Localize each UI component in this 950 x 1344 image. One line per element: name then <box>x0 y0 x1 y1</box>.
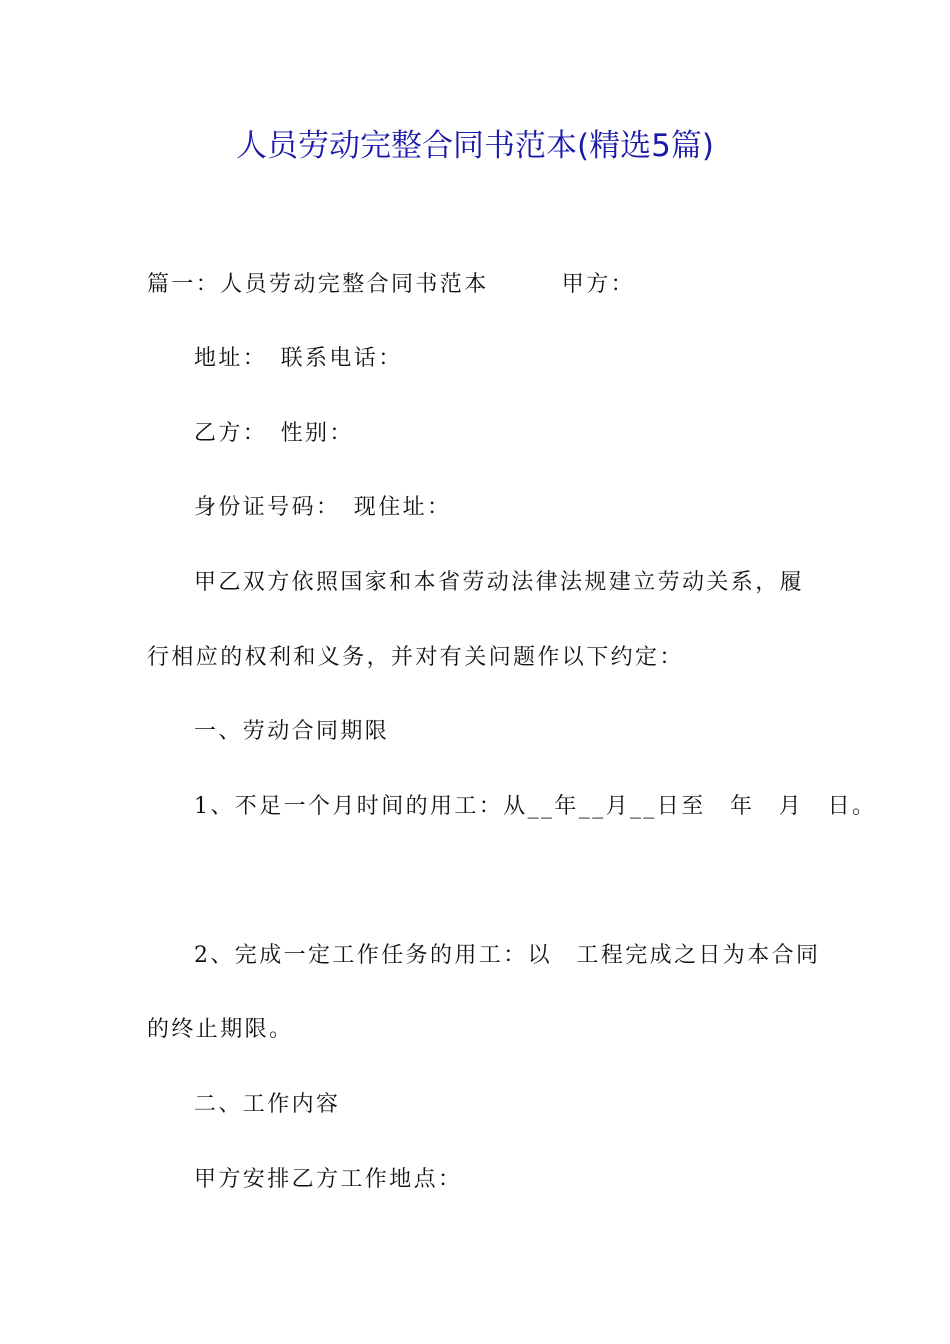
clause-item: 1、不足一个月时间的用工：从__年__月__日至 年 月 日。 <box>194 794 877 819</box>
id-address-line: 身份证号码： 现住址： <box>194 495 452 520</box>
clause-heading: 一、劳动合同期限 <box>194 719 390 744</box>
address-phone-line: 地址： 联系电话： <box>194 346 403 371</box>
party-b-gender-line: 乙方： 性别： <box>194 421 354 446</box>
paragraph-line: 行相应的权利和义务，并对有关问题作以下约定： <box>147 645 684 670</box>
paragraph-line: 的终止期限。 <box>147 1017 294 1042</box>
clause-heading: 二、工作内容 <box>194 1092 341 1117</box>
document-title: 人员劳动完整合同书范本(精选5篇) <box>236 128 714 164</box>
clause-item: 2、完成一定工作任务的用工：以 工程完成之日为本合同 <box>194 943 821 968</box>
section-heading-line: 篇一：人员劳动完整合同书范本 甲方： <box>147 272 636 297</box>
paragraph-line: 甲方安排乙方工作地点： <box>194 1167 463 1192</box>
paragraph-line: 甲乙双方依照国家和本省劳动法律法规建立劳动关系，履 <box>194 570 805 595</box>
